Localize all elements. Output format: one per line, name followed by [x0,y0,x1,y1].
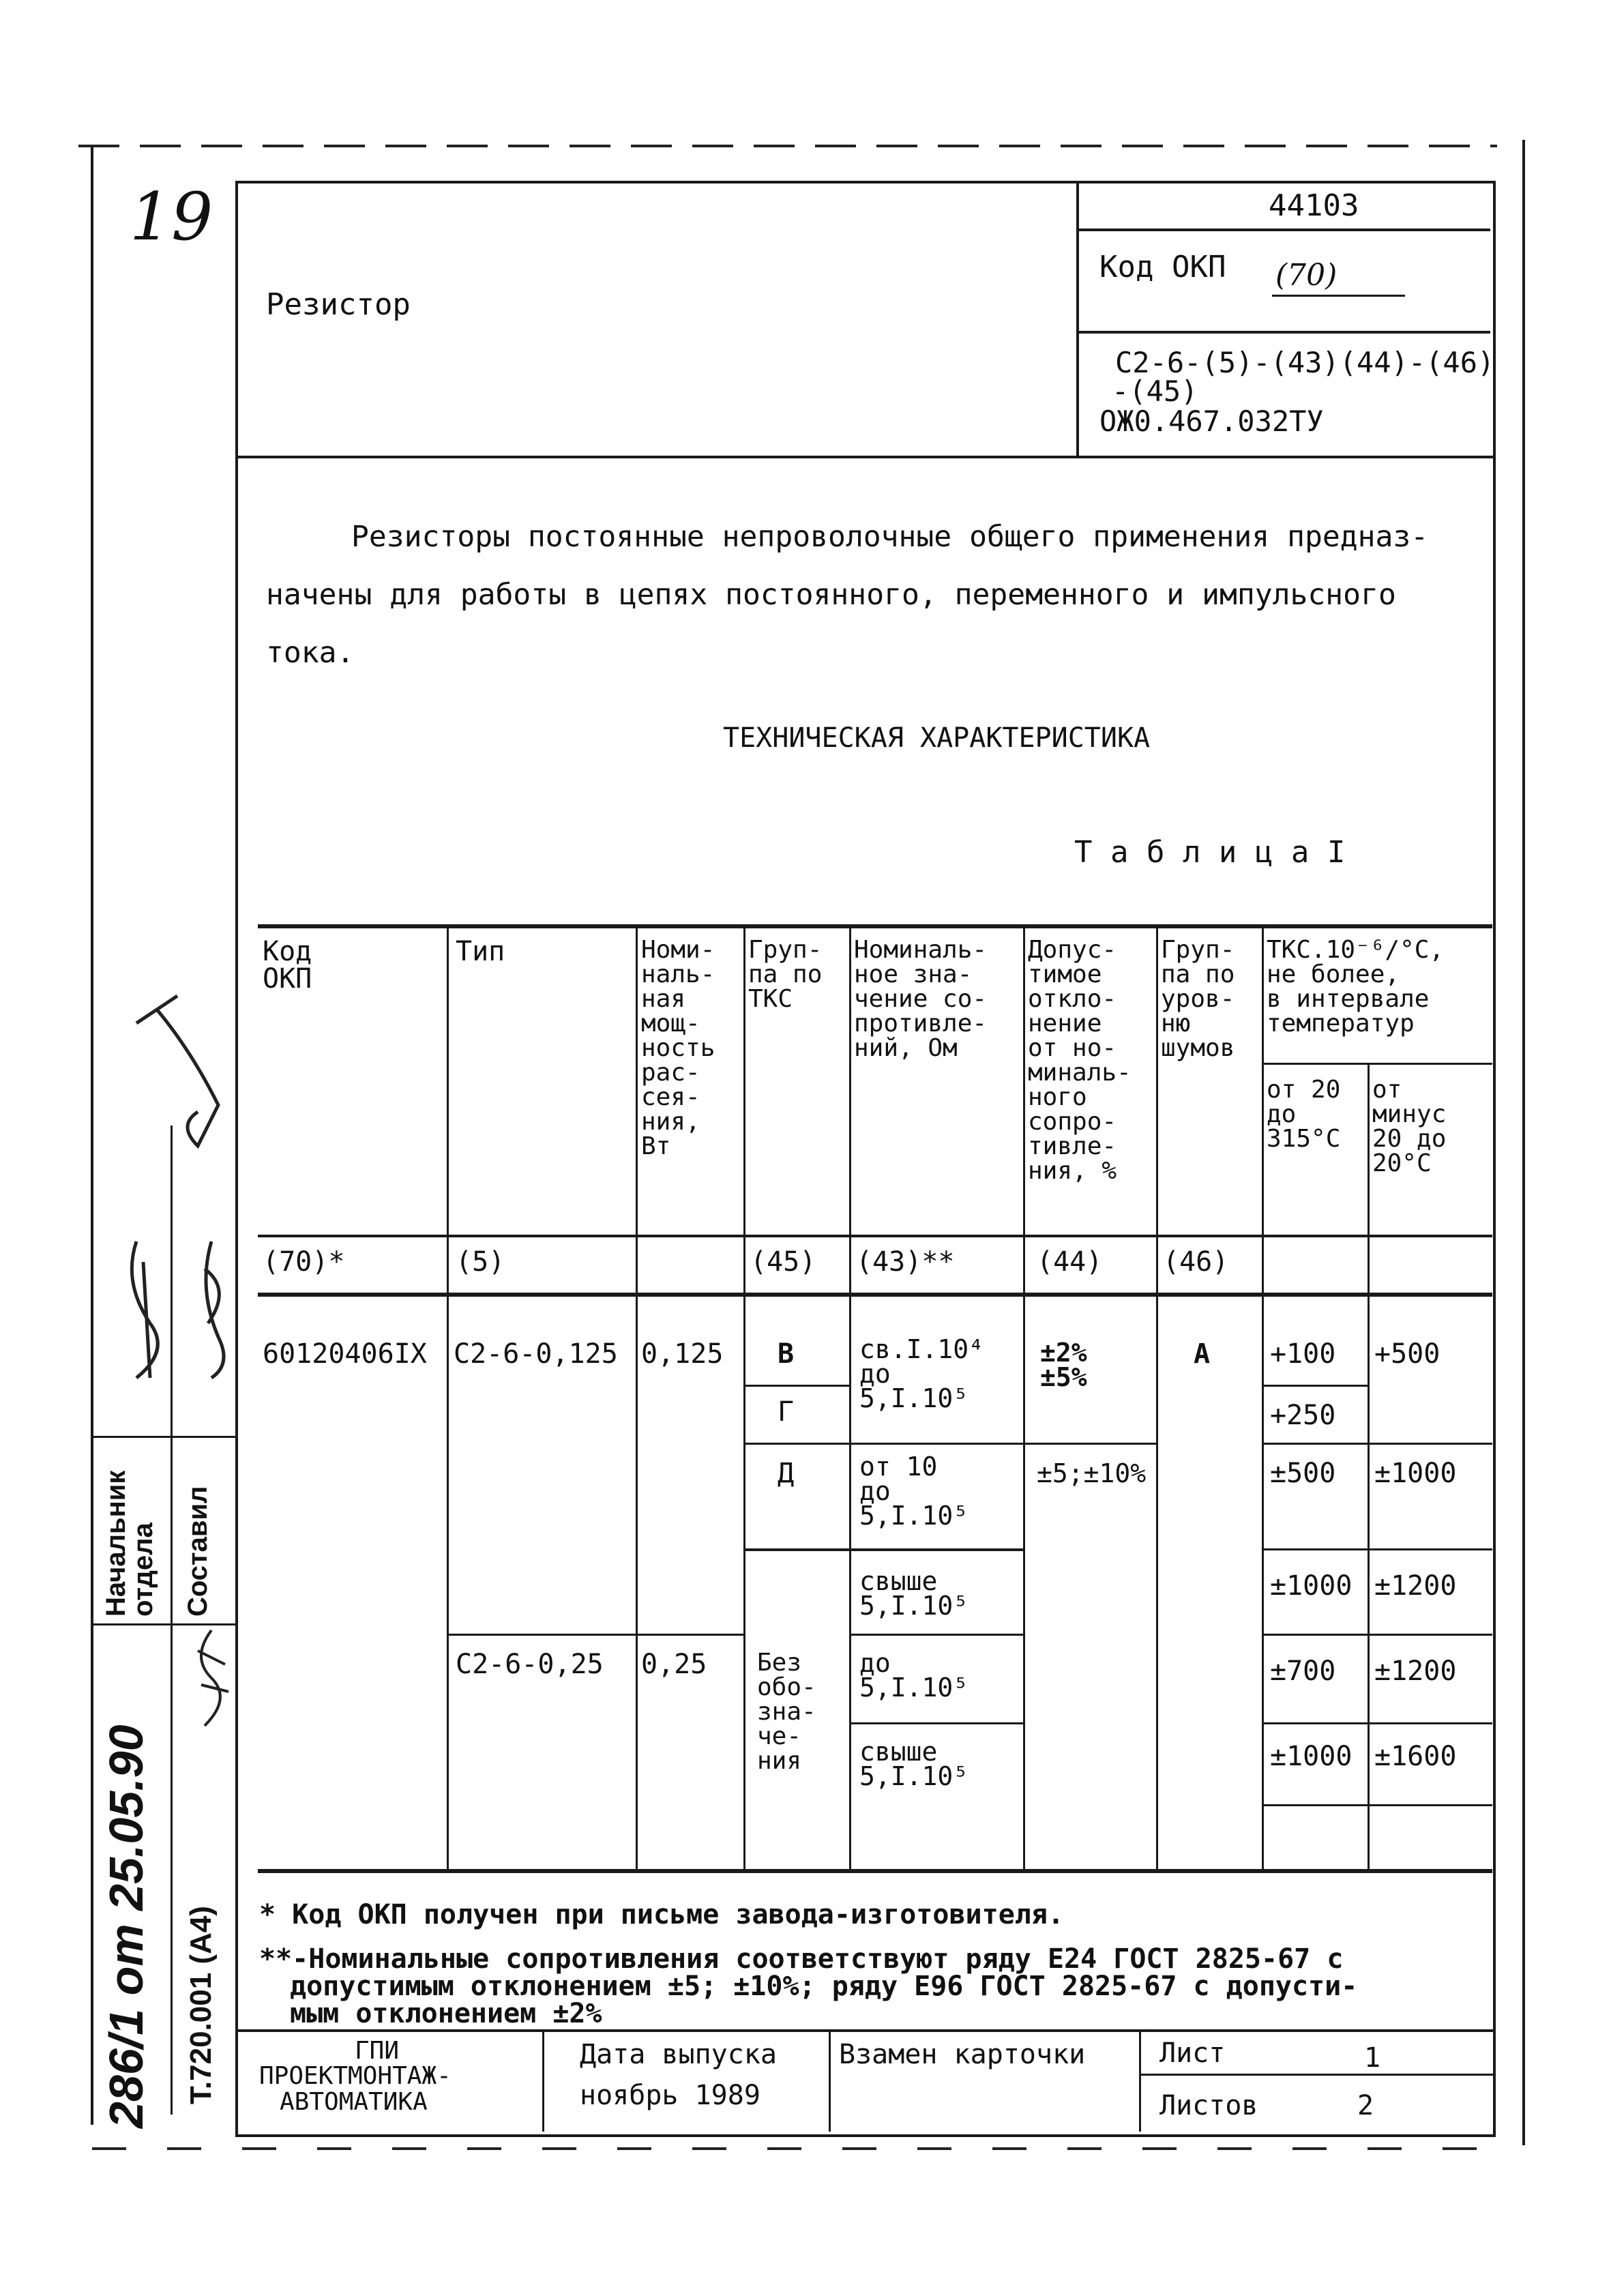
header-resistance: Номиналь- ное зна- чение со- противле- ний, Ом [854,936,988,1062]
code-noise: (46) [1163,1246,1229,1278]
code-tks-group: (45) [750,1246,816,1278]
row-sep-tks-4 [1262,1634,1492,1636]
footnote-2-line-2: допустимым отклонением ±5; ±10%; ряду Е96 ГОСТ 2825-67 с допусти- [290,1971,1358,2002]
col-line-6 [1156,924,1158,1872]
table-header-bottom [258,1235,1492,1237]
col-line-2 [636,924,638,1872]
okp-value-underline [1272,295,1405,297]
row-okp-code: 60120406IX [263,1338,427,1370]
header-divider-vertical [1076,181,1079,457]
header-title: Резистор [266,287,411,322]
sheet-value: 1 [1364,2042,1381,2074]
footer-col-2 [829,2029,831,2132]
group-b: В [778,1338,795,1370]
sheets-label: Листов [1159,2090,1258,2121]
footer-sheet-split [1139,2074,1493,2076]
tks-cell-4a: ±1000 [1270,1570,1353,1602]
resistance-4: до 5,I.10⁵ [859,1648,969,1703]
col-line-4 [849,924,851,1872]
type-1: С2-6-0,125 [454,1338,618,1370]
row-sep-tks-5 [1262,1722,1492,1724]
okp-label: Код ОКП [1099,250,1226,284]
row-sep-tks-1 [1262,1385,1368,1387]
header-row-line-2 [1078,331,1490,334]
release-label: Дата выпуска [580,2039,777,2070]
tks-cell-3b: ±1000 [1374,1458,1457,1489]
tks-cell-1b: +500 [1374,1338,1440,1370]
tks-cell-5b: ±1200 [1374,1655,1457,1687]
spec-number: ОЖ0.467.032ТУ [1099,404,1324,438]
tks-cell-5a: ±700 [1270,1655,1336,1687]
signature-marks [95,969,246,1446]
header-bottom-line [235,456,1493,458]
row-sep-res-2 [849,1634,1023,1636]
row-sep-tks-2 [1262,1443,1492,1445]
stamp-author-label: Составил [183,1486,213,1617]
tks-cell-4b: ±1200 [1374,1570,1457,1602]
tks-header-split [1262,1063,1492,1065]
col-line-3 [743,924,745,1872]
table-label: Т а б л и ц а I [1074,835,1346,870]
resistance-2: от 10 до 5,I.10⁵ [859,1452,969,1531]
tks-cell-3a: ±500 [1270,1458,1336,1489]
header-type: Тип [456,936,505,967]
table-top-line [258,924,1492,928]
col-line-1 [447,924,449,1872]
sheets-value: 2 [1357,2090,1374,2121]
code-resistance: (43)** [856,1246,955,1278]
right-border-line [1522,140,1525,2145]
card-frame [235,181,1496,2137]
resistance-3: свыше 5,I.10⁵ [859,1566,969,1621]
footer-col-1 [542,2029,544,2132]
type-2: С2-6-0,25 [456,1649,604,1680]
col-line-5 [1023,924,1025,1872]
col-line-7 [1262,924,1264,1872]
designation-line1: С2-6-(5)-(43)(44)-(46) [1115,346,1495,379]
section-title: ТЕХНИЧЕСКАЯ ХАРАКТЕРИСТИКА [723,722,1151,754]
sheet-label: Лист [1159,2037,1226,2069]
footnote-1: * Код ОКП получен при письме завода-изготовителя. [259,1899,1065,1930]
top-dashed-line [78,145,1497,147]
stamp-head-label: Начальник отдела [101,1470,158,1617]
row-sep-grp-1 [743,1385,849,1387]
table-codes-bottom [258,1293,1492,1297]
footer-col-3 [1139,2029,1141,2132]
org-line-1: ГПИ [355,2037,400,2065]
header-tolerance: Допус- тимое откло- нение от но- миналь- ного сопро- тивле- ния, % [1028,936,1132,1185]
header-tks-main: ТКС.10⁻⁶/°С, не более, в интервале температур [1267,936,1445,1037]
left-border-line [91,147,93,2125]
replaces-label: Взамен карточки [839,2039,1086,2070]
footnote-2-line-1: **-Номинальные сопротивления соответствуют ряду Е24 ГОСТ 2825-67 с [259,1943,1344,1975]
group-g: Г [778,1396,795,1428]
release-value: ноябрь 1989 [580,2080,760,2111]
okp-value: (70) [1275,258,1337,293]
intro-line-3: тока. [266,636,355,670]
row-sep-res-3 [849,1722,1023,1724]
org-line-2: ПРОЕКТМОНТАЖ- [259,2062,452,2090]
group-d: Д [778,1458,795,1489]
resistance-1: св.I.10⁴ до 5,I.10⁵ [859,1334,985,1413]
tks-cell-2a: +250 [1270,1400,1336,1431]
group-none: Без обо- зна- че- ния [757,1649,816,1775]
tolerance-2: ±5;±10% [1037,1458,1147,1488]
header-row-line-1 [1078,229,1490,231]
row-sep-res-1 [849,1443,1023,1445]
footer-top-line [235,2029,1493,2032]
tolerance-1: ±2% ±5% [1040,1338,1087,1392]
resistance-5: свыше 5,I.10⁵ [859,1737,969,1791]
org-line-3: АВТОМАТИКА [280,2088,428,2116]
code-type: (5) [456,1246,505,1278]
tks-cell-1a: +100 [1270,1338,1336,1370]
bottom-dashed-line [92,2147,1497,2150]
noise-1: А [1194,1338,1211,1370]
row-sep-grp-2 [743,1443,849,1445]
row-sep-grp-3 [743,1548,1023,1551]
header-tks-group: Груп- па по ТКС [748,936,823,1013]
header-tks-sub2: от минус 20 до 20°С [1372,1076,1447,1177]
designation-line2: -(45) [1112,374,1198,408]
footnote-2-line-3: мым отклонением ±2% [290,1998,602,2029]
tks-cell-6b: ±1600 [1374,1741,1457,1772]
intro-line-2: начены для работы в цепях постоянного, переменного и импульсного [266,578,1396,612]
code-okp: (70)* [263,1246,345,1278]
header-tks-sub1: от 20 до 315°С [1267,1076,1341,1153]
row-sep-type [447,1634,743,1636]
stamp-doc-code: Т.720.001 (А4) [184,1906,218,2104]
row-sep-tks-6 [1262,1804,1492,1806]
signature-mark-2 [184,1623,239,1733]
row-sep-tks-3 [1262,1548,1492,1550]
header-noise: Груп- па по уров- ню шумов [1161,936,1235,1062]
table-bottom-line [258,1869,1492,1873]
tks-cell-6a: ±1000 [1270,1741,1353,1772]
page-number: 19 [130,179,213,255]
col-line-8 [1368,1064,1370,1872]
code-number: 44103 [1269,188,1359,223]
power-2: 0,25 [641,1649,707,1680]
power-1: 0,125 [641,1338,724,1370]
code-tolerance: (44) [1037,1246,1103,1278]
intro-line-1: Резисторы постоянные непроволочные общего применения предназ- [351,520,1429,554]
header-okp: Код ОКП [263,936,312,995]
stamp-handwritten-ref: 286/1 от 25.05.90 [100,1724,153,2128]
header-power: Номи- наль- ная мощ- ность рас- сея- ния, Вт [641,936,715,1160]
row-sep-tol-1 [1023,1443,1156,1445]
